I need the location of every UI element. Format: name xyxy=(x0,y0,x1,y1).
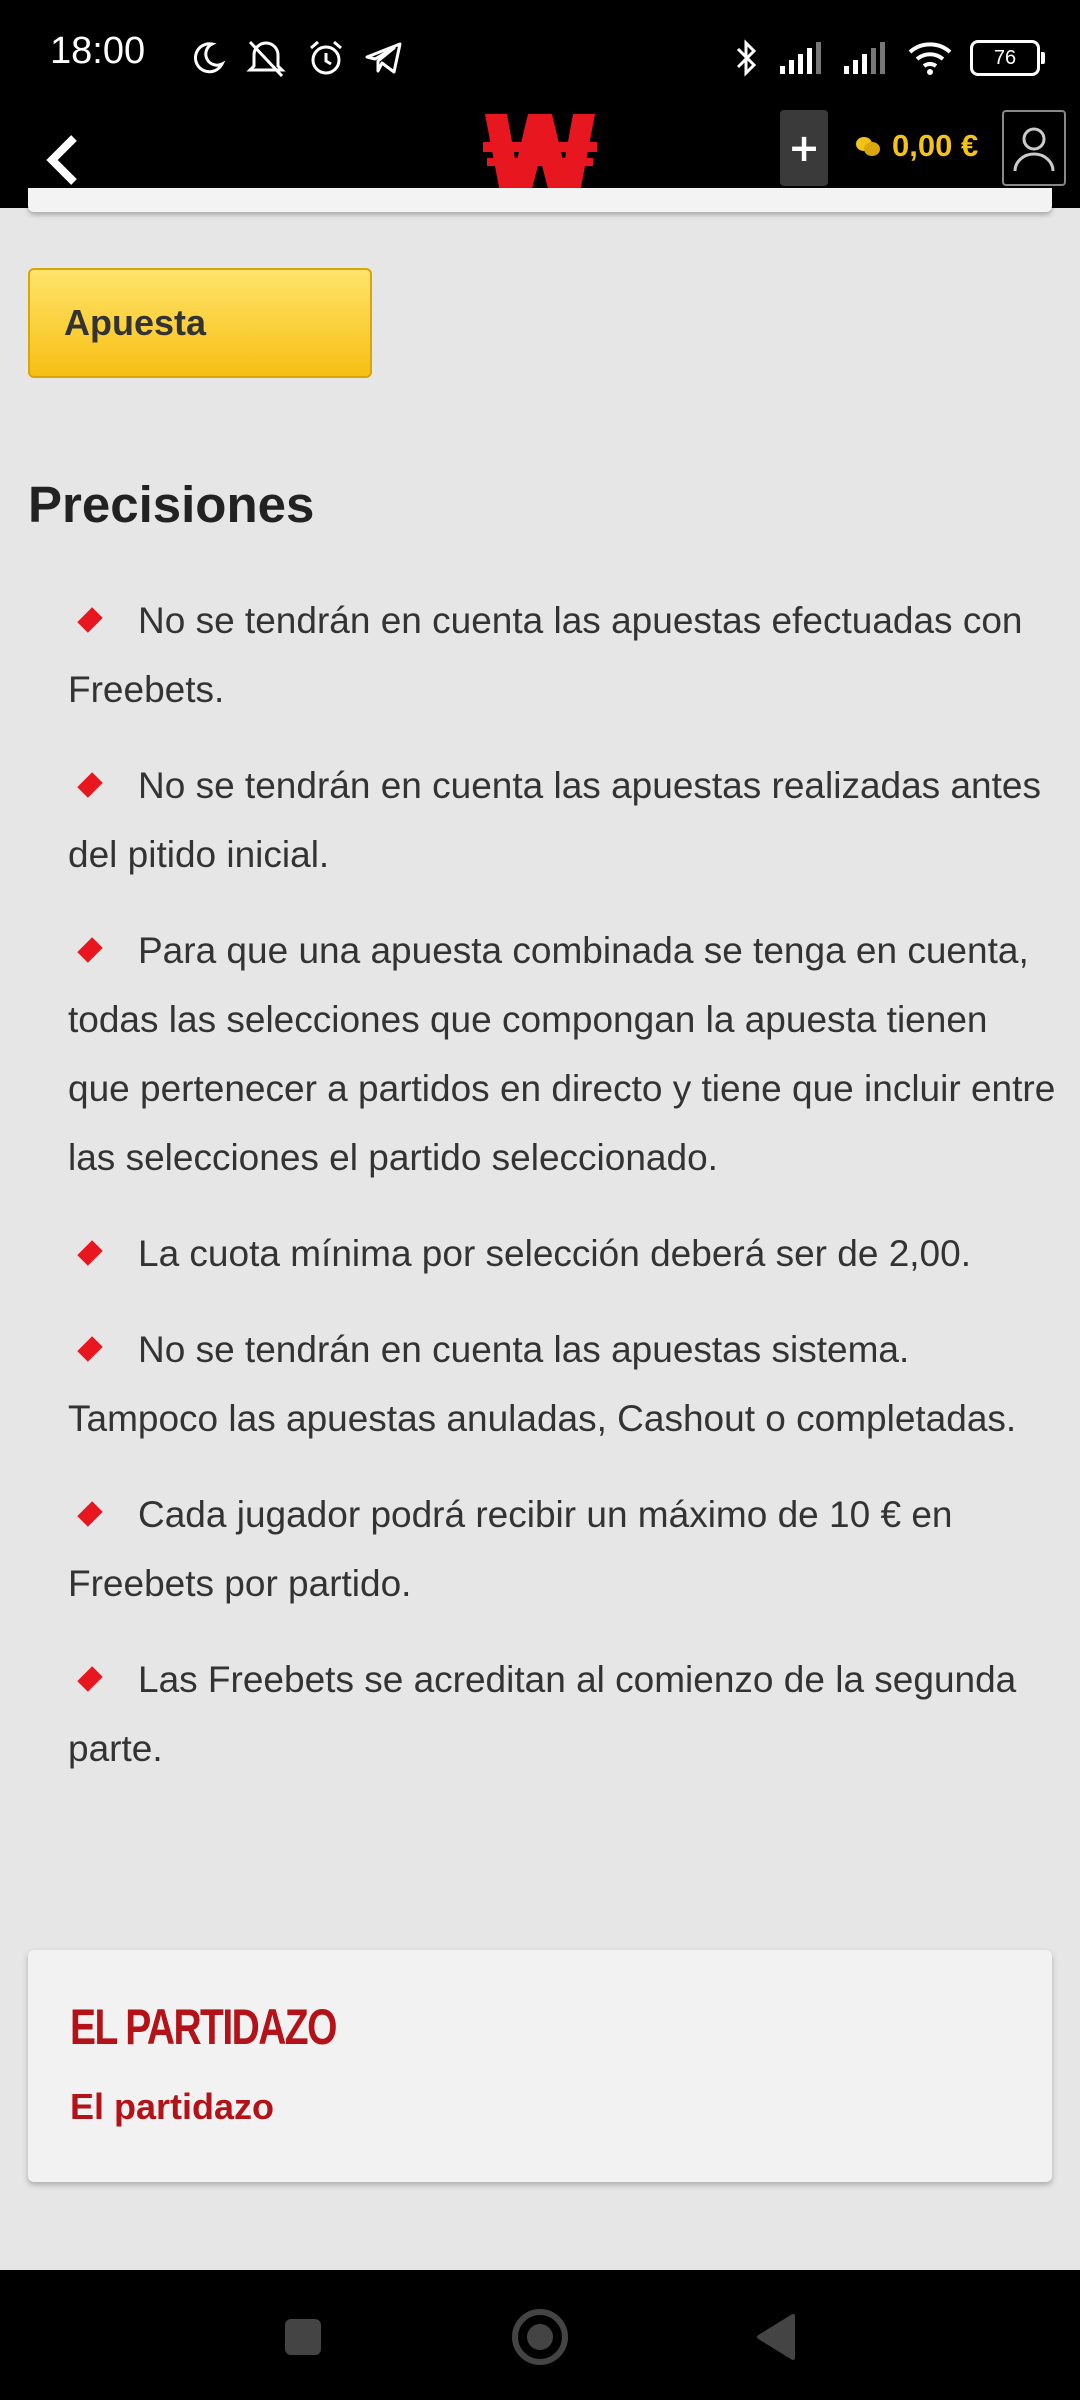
balance-amount: 0,00 € xyxy=(892,128,979,163)
list-item: No se tendrán en cuenta las apuestas efectuadas con Freebets. xyxy=(68,600,1023,710)
home-button[interactable] xyxy=(505,2302,575,2372)
alarm-icon xyxy=(306,38,346,78)
back-nav-button[interactable] xyxy=(740,2302,810,2372)
chevron-left-icon xyxy=(44,134,84,186)
wifi-icon xyxy=(906,40,954,76)
diamond-bullet-icon xyxy=(77,1666,102,1691)
deposit-plus-button[interactable]: + xyxy=(780,110,828,186)
bell-off-icon xyxy=(244,38,288,78)
balance-display[interactable] xyxy=(854,128,978,164)
diamond-bullet-icon xyxy=(77,772,102,797)
user-icon xyxy=(1012,123,1056,173)
promo-title: EL PARTIDAZO xyxy=(70,1999,336,2055)
status-left-icons xyxy=(190,30,404,86)
list-item: Las Freebets se acreditan al comienzo de la segunda parte. xyxy=(68,1659,1017,1769)
list-item: La cuota mínima por selección deberá ser de 2,00. xyxy=(68,1219,1058,1288)
square-icon xyxy=(283,2317,323,2357)
coins-icon xyxy=(854,134,882,158)
precisiones-list xyxy=(68,586,1058,1810)
moon-icon xyxy=(190,40,226,76)
battery-indicator: 76 xyxy=(970,40,1040,76)
diamond-bullet-icon xyxy=(77,937,102,962)
list-item: No se tendrán en cuenta las apuestas realizadas antes del pitido inicial. xyxy=(68,765,1041,875)
precisiones-title: Precisiones xyxy=(28,476,315,533)
list-item: Para que una apuesta combinada se tenga en cuenta, todas las selecciones que compongan la apuesta tienen que pertenecer a partidos en directo y tiene que incluir entre las selecciones el partido seleccionado. xyxy=(68,930,1056,1178)
signal-icon xyxy=(842,40,890,76)
triangle-back-icon xyxy=(753,2312,797,2362)
promo-card[interactable] xyxy=(28,1950,1052,2182)
back-button[interactable] xyxy=(34,130,94,190)
account-button[interactable] xyxy=(1002,110,1066,186)
telegram-icon xyxy=(364,40,404,76)
bluetooth-icon xyxy=(732,38,762,78)
status-time: 18:00 xyxy=(50,30,146,72)
list-item: Cada jugador podrá recibir un máximo de 10 € en Freebets por partido. xyxy=(68,1494,953,1604)
diamond-bullet-icon xyxy=(77,1336,102,1361)
status-bar xyxy=(0,0,1080,110)
apuesta-button[interactable]: Apuesta xyxy=(28,268,372,378)
recents-button[interactable] xyxy=(268,2302,338,2372)
system-nav-bar xyxy=(0,2270,1080,2400)
circle-home-icon xyxy=(510,2307,570,2367)
status-right-icons xyxy=(732,30,1040,86)
signal-icon xyxy=(778,40,826,76)
card-bottom-edge xyxy=(28,188,1052,212)
diamond-bullet-icon xyxy=(77,607,102,632)
diamond-bullet-icon xyxy=(77,1240,102,1265)
list-item: No se tendrán en cuenta las apuestas sistema. Tampoco las apuestas anuladas, Cashout o completadas. xyxy=(68,1329,1017,1439)
promo-subtitle: El partidazo xyxy=(70,2086,275,2127)
diamond-bullet-icon xyxy=(77,1501,102,1526)
